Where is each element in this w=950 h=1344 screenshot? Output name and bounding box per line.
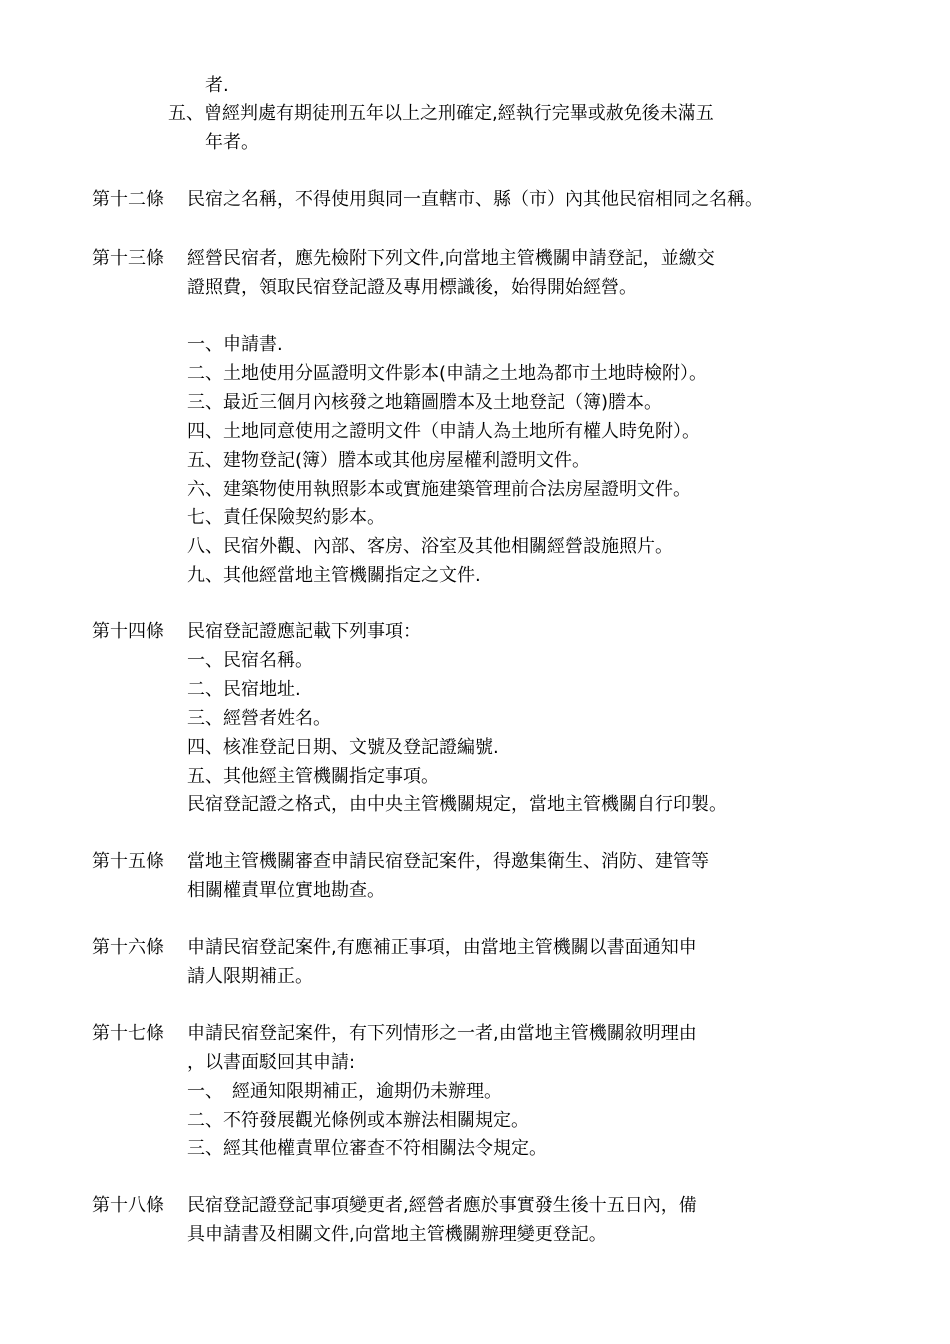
- article-14-item-4: 四、核准登記日期、文號及登記證編號.: [187, 737, 499, 758]
- article-18-label: 第十八條: [92, 1195, 164, 1216]
- pre-line-1: 者.: [205, 75, 229, 96]
- article-12-label: 第十二條: [92, 189, 164, 210]
- article-15-text-2: 相關權責單位實地勘查。: [187, 880, 385, 901]
- article-13-item-7: 七、責任保險契約影本。: [187, 507, 385, 528]
- article-13-item-9: 九、其他經當地主管機關指定之文件.: [187, 565, 481, 586]
- article-15-text-1: 當地主管機關審查申請民宿登記案件，得邀集衛生、消防、建管等: [187, 851, 709, 872]
- article-14-item-1: 一、民宿名稱。: [187, 650, 313, 671]
- article-16-label: 第十六條: [92, 937, 164, 958]
- article-17-item-3: 三、經其他權責單位審查不符相關法令規定。: [187, 1138, 547, 1159]
- article-17-label: 第十七條: [92, 1023, 164, 1044]
- article-17-item-1: 一、 經通知限期補正，逾期仍未辦理。: [187, 1081, 502, 1102]
- article-18-text-2: 具申請書及相關文件,向當地主管機關辦理變更登記。: [187, 1224, 607, 1245]
- article-13-item-4: 四、土地同意使用之證明文件（申請人為土地所有權人時免附）。: [187, 421, 700, 442]
- article-17-text-1: 申請民宿登記案件，有下列情形之一者,由當地主管機關敘明理由: [187, 1023, 697, 1044]
- article-14-text-1: 民宿登記證應記載下列事項：: [187, 621, 421, 642]
- article-14-label: 第十四條: [92, 621, 164, 642]
- article-15-label: 第十五條: [92, 851, 164, 872]
- article-14-item-5: 五、其他經主管機關指定事項。: [187, 766, 439, 787]
- article-13-item-5: 五、建物登記(簿）謄本或其他房屋權利證明文件。: [187, 450, 591, 471]
- article-16-text-2: 請人限期補正。: [187, 966, 313, 987]
- pre-line-3: 年者。: [205, 132, 259, 153]
- article-18-text-1: 民宿登記證登記事項變更者,經營者應於事實發生後十五日內，備: [187, 1195, 697, 1216]
- article-14-item-2: 二、民宿地址.: [187, 679, 301, 700]
- article-17-text-2: ，以書面駁回其申請:: [187, 1052, 356, 1073]
- pre-item-5: 五、曾經判處有期徒刑五年以上之刑確定,經執行完畢或赦免後未滿五: [168, 103, 714, 124]
- article-13-item-1: 一、申請書.: [187, 334, 283, 355]
- article-16-text-1: 申請民宿登記案件,有應補正事項，由當地主管機關以書面通知申: [187, 937, 697, 958]
- article-13-item-2: 二、土地使用分區證明文件影本(申請之土地為都市土地時檢附）。: [187, 363, 708, 384]
- article-12-text: 民宿之名稱，不得使用與同一直轄市、縣（市）內其他民宿相同之名稱。: [187, 189, 763, 210]
- article-13-item-6: 六、建築物使用執照影本或實施建築管理前合法房屋證明文件。: [187, 479, 691, 500]
- article-14-text-2: 民宿登記證之格式，由中央主管機關規定，當地主管機關自行印製。: [187, 794, 727, 815]
- article-13-text-2: 證照費，領取民宿登記證及專用標識後，始得開始經營。: [187, 277, 637, 298]
- article-14-item-3: 三、經營者姓名。: [187, 708, 331, 729]
- article-13-item-8: 八、民宿外觀、內部、客房、浴室及其他相關經營設施照片。: [187, 536, 673, 557]
- article-13-item-3: 三、最近三個月內核發之地籍圖謄本及土地登記（簿)謄本。: [187, 392, 663, 413]
- article-13-text-1: 經營民宿者，應先檢附下列文件,向當地主管機關申請登記，並繳交: [187, 248, 715, 269]
- article-17-item-2: 二、不符發展觀光條例或本辦法相關規定。: [187, 1110, 529, 1131]
- article-13-label: 第十三條: [92, 248, 164, 269]
